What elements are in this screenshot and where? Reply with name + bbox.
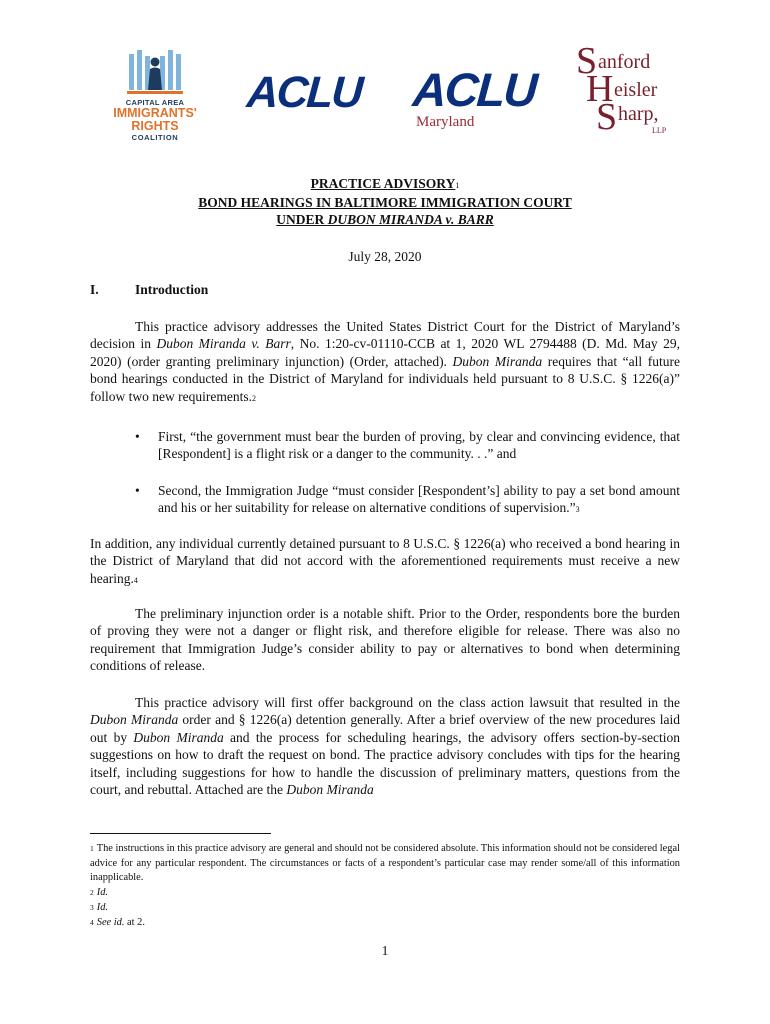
paragraph-4 [90, 694, 680, 798]
footnote-text: Id. [96, 887, 109, 898]
footnote-3 [90, 901, 680, 916]
paragraph-2 [90, 535, 680, 589]
title-line3-case: DUBON MIRANDA v. BARR [327, 212, 494, 227]
advisory-title [0, 175, 770, 228]
bullet-2-text: Second, the Immigration Judge “must consider [Respondent’s] ability to pay a set bond amount and his or her suitability for release on alternative conditions of supervision.” [158, 483, 680, 516]
footnote-ref-2[interactable]: 2 [251, 393, 256, 403]
footnote-text: The instructions in this practice advisory are general and should not be considered absolute. This information should not be considered legal advice for any particular respondent. The circumstances or facts of a respondent’s particular case may render some/all of this information inapplicable. [90, 843, 680, 883]
p1-text-b: , No. 1:20-cv-01110-CCB at 1, 2020 WL 2794488 (D. Md. May 29, 2020) (order granting preliminary injunction) (Order, attached). [90, 336, 680, 369]
footnote-ref-4[interactable]: 4 [133, 575, 138, 585]
aclu-logo: ACLU [245, 68, 363, 117]
p2-text: In addition, any individual currently detained pursuant to 8 U.S.C. § 1226(a) who received a bond hearing in the District of Maryland that did not accord with the aforementioned requirements must receive a new hearing. [90, 536, 680, 586]
section-title: Introduction [135, 282, 209, 297]
carc-line1: CAPITAL AREA [125, 98, 185, 107]
aclu-maryland-logo: ACLU [411, 63, 538, 116]
paragraph-1 [90, 318, 680, 407]
footnote-1 [90, 842, 680, 886]
footnote-text: at 2. [124, 917, 145, 928]
paragraph-3: The preliminary injunction order is a notable shift. Prior to the Order, respondents bore the burden of proving they were not a danger or flight risk, and therefore eligible for release. There was also no requirement that Immigration Judge’s consider ability to pay or alternatives to bond when determining conditions of release. [90, 606, 680, 674]
footnote-number: 1 [90, 844, 94, 853]
p1-case-name: Dubon Miranda v. Barr [156, 336, 291, 352]
carc-emblem-icon [125, 50, 185, 96]
p4-case-name-2: Dubon Miranda [133, 729, 224, 745]
p4-text-b: order and § 1226(a) detention generally. After a brief overview of the new procedures laid out by [90, 712, 680, 745]
shs-llp: LLP [652, 126, 667, 135]
footnote-signal: See id. [96, 917, 125, 928]
footnote-4 [90, 916, 680, 931]
section-heading [90, 282, 208, 298]
section-number: I. [90, 282, 99, 297]
shs-word-eisler: eisler [614, 79, 658, 101]
bullet-icon: • [135, 483, 140, 498]
logo-row [0, 40, 770, 180]
p4-text-c: and the process for scheduling hearings, the advisory offers section-by-section suggestions on how to draft the request on bond. The practice advisory concludes with tips for the hearing itself, including suggestions for how to handle the discussion of preliminary matters, questions from the court, and rebuttal. Attached are the [90, 729, 680, 798]
carc-logo [100, 50, 210, 190]
page-number: 1 [381, 943, 389, 958]
carc-line2: IMMIGRANTS' RIGHTS [113, 106, 197, 133]
title-footnote-ref[interactable]: 1 [455, 181, 460, 190]
bullet-icon: • [135, 429, 140, 444]
p1-text-a: This practice advisory addresses the United States District Court for the District of Maryland’s decision in [90, 319, 680, 352]
bullet-item [135, 482, 680, 519]
p1-case-name-2: Dubon Miranda [452, 353, 543, 369]
p4-text-a: This practice advisory will first offer background on the class action lawsuit that resulted in the [135, 695, 680, 710]
sanford-heisler-sharp-logo [576, 40, 706, 140]
title-line3-prefix: UNDER [276, 212, 328, 227]
shs-letter-s2: S [596, 96, 618, 138]
footnote-divider [90, 833, 271, 834]
footnote-number: 3 [90, 903, 94, 912]
bullet-1-text: First, “the government must bear the burden of proving, by clear and convincing evidence, that [Respondent] is a flight risk or a danger to the community. . .” and [158, 429, 680, 462]
title-line2: BOND HEARINGS IN BALTIMORE IMMIGRATION COURT [198, 195, 572, 210]
shs-letter-h: H [586, 68, 614, 110]
shs-word-anford: anford [598, 51, 651, 73]
p4-case-name-3: Dubon Miranda [286, 782, 374, 798]
shs-word-harp: harp, [618, 103, 659, 125]
bullet-item [135, 428, 680, 463]
footnote-number: 4 [90, 918, 94, 927]
advisory-date: July 28, 2020 [348, 249, 422, 264]
title-line1: PRACTICE ADVISORY [310, 176, 456, 191]
footnote-ref-3[interactable]: 3 [575, 505, 580, 515]
aclu-maryland-subtitle: Maryland [416, 114, 475, 130]
p1-text-c: requires that “all future bond hearings conducted in the District of Maryland for individuals held pursuant to 8 U.S.C. § 1226(a)” follow two new requirements. [90, 353, 680, 404]
footnote-number: 2 [90, 888, 94, 897]
shs-letter-s1: S [576, 40, 598, 82]
p4-case-name: Dubon Miranda [90, 712, 179, 728]
carc-line3: COALITION [131, 133, 179, 142]
footnote-2 [90, 886, 680, 901]
footnote-text: Id. [96, 902, 109, 913]
